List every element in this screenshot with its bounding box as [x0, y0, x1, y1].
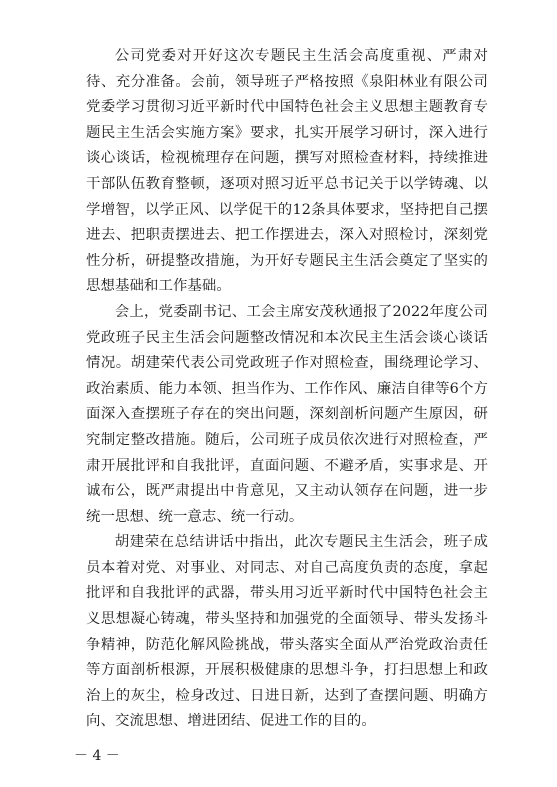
- paragraph-meeting: 会上，党委副书记、工会主席安茂秋通报了2022年度公司党政班子民主生活会问题整改情况和本次民主生活会谈心谈话情况。胡建荣代表公司党政班子作对照检查，围绕理论学习、政治素质、能力本领、担当作为、工作作风、廉洁自律等6个方面深入查摆班子存在的突出问题，深刻剖析问题产生原因，研究制定整改措施。随后，公司班子成员依次进行对照检查，严肃开展批评和自我批评，直面问题、不避矛盾，实事求是、开诚布公，既严肃提出中肯意见，又主动认领存在问题，进一步统一思想、统一意志、统一行动。: [86, 303, 488, 525]
- paragraph-summary: 胡建荣在总结讲话中指出，此次专题民主生活会，班子成员本着对党、对事业、对同志、对自己高度负责的态度，拿起批评和自我批评的武器，带头用习近平新时代中国特色社会主义思想凝心铸魂，带头坚持和加强党的全面领导、带头发扬斗争精神，防范化解风险挑战，带头落实全面从严治党政治责任等方面剖析根源，开展积极健康的思想斗争，打扫思想上和政治上的灰尘，检身改过、日进日新，达到了查摆问题、明确方向、交流思想、增进团结、促进工作的目的。: [86, 534, 488, 730]
- document-body: [86, 44, 488, 735]
- page-number: － 4 －: [74, 748, 120, 764]
- paragraph-preparation: 公司党委对开好这次专题民主生活会高度重视、严肃对待、充分准备。会前，领导班子严格按照《泉阳林业有限公司党委学习贯彻习近平新时代中国特色社会主义思想主题教育专题民主生活会实施方案》要求，扎实开展学习研讨，深入进行谈心谈话，检视梳理存在问题，撰写对照检查材料，持续推进干部队伍教育整顿，逐项对照习近平总书记关于以学铸魂、以学增智，以学正风、以学促干的12条具体要求，坚持把自己摆进去、把职责摆进去、把工作摆进去，深入对照检讨，深刻党性分析，研提整改措施，为开好专题民主生活会奠定了坚实的思想基础和工作基础。: [86, 48, 488, 295]
